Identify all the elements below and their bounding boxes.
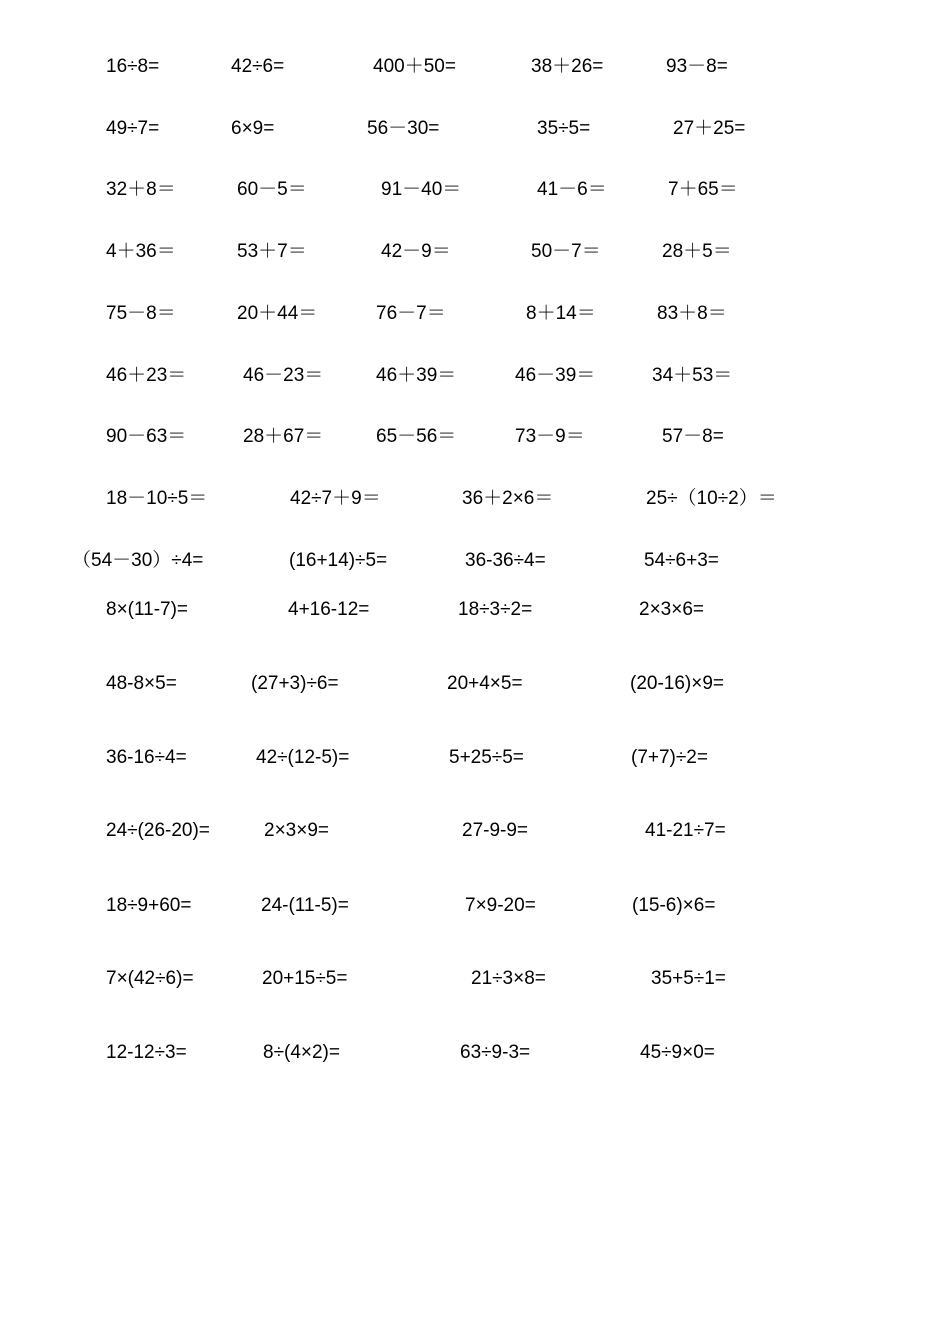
- problem: 46＋23＝: [106, 365, 187, 386]
- problem: 36-16÷4=: [106, 747, 187, 768]
- problem: 35÷5=: [537, 118, 591, 139]
- problem: (27+3)÷6=: [251, 673, 339, 694]
- problem: 18－10÷5＝: [106, 488, 208, 509]
- problem-row-3: [0, 178, 950, 208]
- problem: 34＋53＝: [652, 365, 733, 386]
- problem: 42－9＝: [381, 241, 451, 262]
- problem: 42÷7＋9＝: [290, 488, 381, 509]
- problem: 28＋5＝: [662, 241, 732, 262]
- problem: 7＋65＝: [668, 179, 738, 200]
- problem-row-15: [0, 967, 950, 997]
- problem: 45÷9×0=: [640, 1042, 715, 1063]
- problem: 7×9-20=: [465, 895, 536, 916]
- problem: 7×(42÷6)=: [106, 968, 194, 989]
- problem: 93－8=: [666, 56, 728, 77]
- problem: 4＋36＝: [106, 241, 176, 262]
- problem: 63÷9-3=: [460, 1042, 531, 1063]
- problem: 48-8×5=: [106, 673, 177, 694]
- problem-row-7: [0, 425, 950, 455]
- problem: 2×3×9=: [264, 820, 329, 841]
- problem: 50－7＝: [531, 241, 601, 262]
- problem: 12-12÷3=: [106, 1042, 187, 1063]
- problem: 400＋50=: [373, 56, 456, 77]
- problem: 8×(11-7)=: [106, 599, 189, 620]
- problem: 91－40＝: [381, 179, 462, 200]
- problem-row-2: [0, 117, 950, 147]
- problem: 25÷（10÷2）＝: [646, 488, 777, 509]
- problem: 75－8＝: [106, 303, 176, 324]
- problem-row-13: [0, 819, 950, 849]
- problem-row-6: [0, 364, 950, 394]
- problem: 8÷(4×2)=: [263, 1042, 340, 1063]
- problem-row-1: [0, 55, 950, 85]
- problem: 41-21÷7=: [645, 820, 726, 841]
- problem: 4+16-12=: [288, 599, 370, 620]
- problem: (15-6)×6=: [632, 895, 716, 916]
- problem-row-9: [0, 549, 950, 579]
- problem: 54÷6+3=: [644, 550, 719, 571]
- problem-row-4: [0, 240, 950, 270]
- problem: 46－39＝: [515, 365, 596, 386]
- problem: 65－56＝: [376, 426, 457, 447]
- problem: 32＋8＝: [106, 179, 176, 200]
- problem: 16÷8=: [106, 56, 160, 77]
- problem: 49÷7=: [106, 118, 160, 139]
- problem: 42÷6=: [231, 56, 285, 77]
- problem: 27＋25=: [673, 118, 746, 139]
- problem: 53＋7＝: [237, 241, 307, 262]
- problem: 5+25÷5=: [449, 747, 524, 768]
- problem-row-10: [0, 598, 950, 628]
- problem: (16+14)÷5=: [289, 550, 388, 571]
- problem: 8＋14＝: [526, 303, 596, 324]
- problem: 20＋44＝: [237, 303, 318, 324]
- problem: 46＋39＝: [376, 365, 457, 386]
- problem: 60－5＝: [237, 179, 307, 200]
- problem: 46－23＝: [243, 365, 324, 386]
- problem: 6×9=: [231, 118, 275, 139]
- problem: 41－6＝: [537, 179, 607, 200]
- problem: 36＋2×6＝: [462, 488, 554, 509]
- problem: 18÷3÷2=: [458, 599, 533, 620]
- problem: 21÷3×8=: [471, 968, 546, 989]
- problem: 28＋67＝: [243, 426, 324, 447]
- problem: 18÷9+60=: [106, 895, 192, 916]
- problem: 57－8=: [662, 426, 724, 447]
- problem: 56－30=: [367, 118, 440, 139]
- problem: (7+7)÷2=: [631, 747, 708, 768]
- problem: 90－63＝: [106, 426, 187, 447]
- problem: 83＋8＝: [657, 303, 727, 324]
- problem: (20-16)×9=: [630, 673, 725, 694]
- problem: 76－7＝: [376, 303, 446, 324]
- problem: 20+15÷5=: [262, 968, 348, 989]
- problem-row-14: [0, 894, 950, 924]
- problem: 20+4×5=: [447, 673, 523, 694]
- problem: 2×3×6=: [639, 599, 704, 620]
- problem: 38＋26=: [531, 56, 604, 77]
- problem-row-16: [0, 1041, 950, 1071]
- problem: 35+5÷1=: [651, 968, 726, 989]
- problem-row-12: [0, 746, 950, 776]
- problem: （54－30）÷4=: [72, 550, 204, 571]
- problem: 73－9＝: [515, 426, 585, 447]
- problem-row-11: [0, 672, 950, 702]
- problem: 42÷(12-5)=: [256, 747, 350, 768]
- problem-row-5: [0, 302, 950, 332]
- problem: 27-9-9=: [462, 820, 529, 841]
- problem: 36-36÷4=: [465, 550, 546, 571]
- problem: 24÷(26-20)=: [106, 820, 210, 841]
- problem: 24-(11-5)=: [261, 895, 349, 916]
- problem-row-8: [0, 487, 950, 517]
